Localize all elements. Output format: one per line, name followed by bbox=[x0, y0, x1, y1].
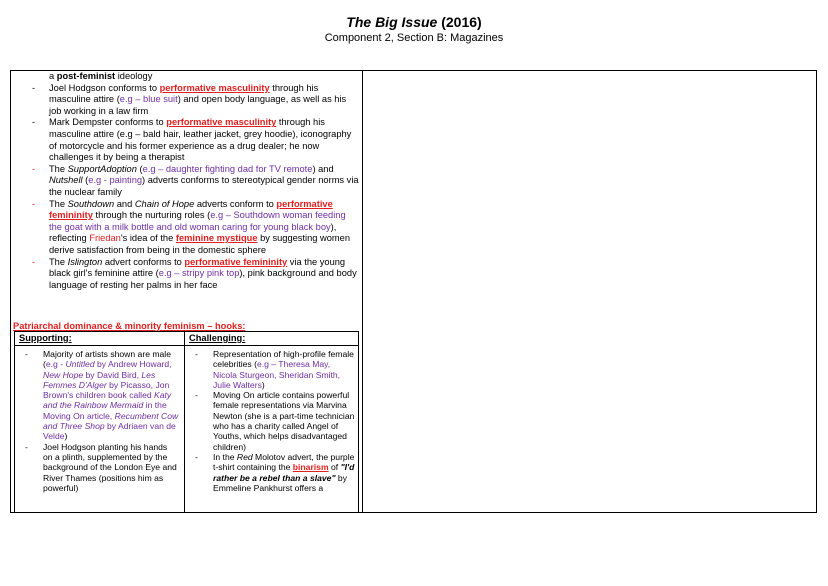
list-item: - Joel Hodgson planting his hands on a plinth, supplemented by the background of the London Eye and River Thames (positions him as powerful) bbox=[25, 441, 177, 493]
supporting-header: Supporting: bbox=[19, 333, 72, 343]
column-divider bbox=[362, 70, 363, 513]
challenging-header: Challenging: bbox=[189, 333, 246, 343]
list-item: - Mark Dempster conforms to performative masculinity through his masculine attire (e.g – bald hair, leather jacket, grey hoodie), iconography of motorcycle and his former experience as a drug dealer; he now challenges it by being a therapist bbox=[32, 117, 352, 163]
section-heading: Patriarchal dominance & minority feminism – hooks: bbox=[13, 321, 246, 331]
table-column-divider bbox=[184, 332, 185, 512]
document-subtitle: Component 2, Section B: Magazines bbox=[324, 32, 504, 44]
notes-list bbox=[12, 83, 360, 292]
title-year: (2016) bbox=[441, 14, 482, 30]
list-item: - The Southdown and Chain of Hope adverts conform to performative femininity through the nurturing roles (e.g – Southdown woman feeding the goat with a milk bottle and old woman caring for young black boy), reflecting Friedan's idea of the feminine mystique by suggesting women derive satisfaction from being in the domestic sphere bbox=[32, 198, 350, 255]
intro-line bbox=[12, 71, 360, 83]
list-item: - Moving On article contains powerful female representations via Marvina Newton (she is a part-time technician who has a charity called Angel of Youths, which helps disadvantaged children) bbox=[195, 390, 355, 452]
challenging-cell bbox=[187, 349, 355, 493]
support-challenge-table bbox=[14, 331, 359, 513]
list-item: - The Islington advert conforms to performative femininity via the young black girl's feminine attire (e.g – stripy pink top), pink background and body language of resting her palms in her face bbox=[32, 256, 357, 290]
page-header bbox=[0, 14, 828, 45]
document-title bbox=[0, 14, 828, 31]
intro-bold: post-feminist bbox=[56, 71, 116, 81]
list-item: - In the Red Molotov advert, the purple t-shirt containing the binarism of "I'd rather be a rebel than a slave" by Emmeline Pankhurst offers a bbox=[195, 451, 355, 493]
list-item: - Representation of high-profile female celebrities (e.g – Theresa May, Nicola Sturgeon, Sheridan Smith, Julie Walters) bbox=[195, 349, 354, 390]
list-item: - The SupportAdoption (e.g – daughter fighting dad for TV remote) and Nutshell (e.g - painting) adverts conforms to stereotypical gender norms via the nuclear family bbox=[32, 163, 359, 197]
supporting-cell bbox=[17, 349, 179, 493]
left-notes-column bbox=[12, 71, 360, 291]
list-item: - Majority of artists shown are male (e.g - Untitled by Andrew Howard, New Hope by David Bird, Les Femmes D'Alger by Picasso, Jon Brown's children book called Katy and the Rainbow Mermaid in the Moving On article, Recumbent Cow and Three Shop by Adriaen van de Velde) bbox=[25, 349, 179, 442]
title-italic: The Big Issue bbox=[346, 14, 438, 30]
list-item: - Joel Hodgson conforms to performative masculinity through his masculine attire (e.g – blue suit) and open body language, as well as his job working in a law firm bbox=[32, 82, 347, 116]
table-header-rule bbox=[15, 345, 358, 346]
intro-suffix: ideology bbox=[115, 71, 153, 81]
intro-prefix: a bbox=[49, 71, 57, 81]
